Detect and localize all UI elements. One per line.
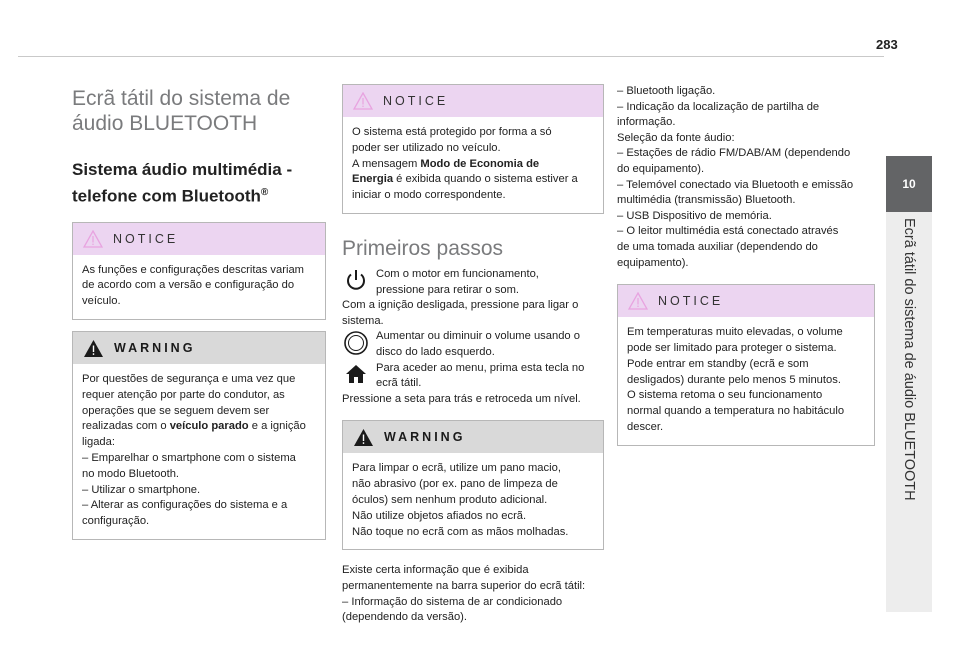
home-row: Para aceder ao menu, prima esta tecla no ecrã tátil. <box>342 361 604 392</box>
warning-label: WARNING <box>384 430 466 445</box>
first-steps-text: Com o motor em funcionamento, pressione para retirar o som. Com a ignição desligada, pressione para ligar o sistema. Aumentar ou diminuir o volume usando o disco do lado esquerdo. Para aceder ao menu, prima esta tecla no ecrã tátil. Pressione a seta para trás e retroceda um nível. <box>342 267 604 407</box>
notice-triangle-icon <box>353 92 373 110</box>
notice-header <box>73 223 325 255</box>
notice-label: NOTICE <box>383 94 449 108</box>
notice-label: NOTICE <box>658 294 724 309</box>
column-3 <box>617 84 875 446</box>
chapter-side-title <box>887 218 931 608</box>
power-row: Com o motor em funcionamento, pressione para retirar o som. <box>342 267 604 298</box>
home-icon <box>344 362 368 386</box>
warning-triangle-icon <box>83 339 104 358</box>
volume-row: Aumentar ou diminuir o volume usando o disco do lado esquerdo. <box>342 329 604 360</box>
notice-box <box>617 284 875 446</box>
notice-triangle-icon <box>628 292 648 310</box>
warning-box <box>72 331 326 540</box>
notice-box <box>342 84 604 214</box>
section-title: Ecrã tátil do sistema de áudio BLUETOOTH <box>72 87 291 135</box>
warning-triangle-icon <box>353 428 374 447</box>
column-1 <box>72 86 326 540</box>
subtitle: Sistema áudio multimédia - telefone com Bluetooth® <box>72 160 293 206</box>
warning-header <box>343 421 603 453</box>
warning-box <box>342 420 604 550</box>
page-number: 283 <box>876 37 898 52</box>
warning-text: Para limpar o ecrã, utilize um pano macio, não abrasivo (por ex. pano de limpeza de óculos) sem nenhum produto adicional. Não utilize objetos afiados no ecrã. Não toque no ecrã com as mãos molhadas. <box>352 462 569 538</box>
top-bar-info-text: Existe certa informação que é exibida permanentemente na barra superior do ecrã tátil: – Informação do sistema de ar condicionado (dependendo da versão). <box>342 564 586 624</box>
warning-label: WARNING <box>114 341 196 356</box>
column-2 <box>342 84 604 626</box>
notice-header <box>618 285 874 317</box>
power-icon <box>344 268 368 292</box>
notice-text: As funções e configurações descritas variam de acordo com a versão e configuração do veículo. <box>82 263 304 308</box>
volume-knob-icon <box>343 330 369 356</box>
warning-header <box>73 332 325 364</box>
top-bar-list: – Bluetooth ligação. – Indicação da localização de partilha de informação. Seleção da fonte áudio: – Estações de rádio FM/DAB/AM (dependendo do equipamento). – Telemóvel conectado via Bluetooth e emissão multimédia (transmissão) Bluetooth. – USB Dispositivo de memória. – O leitor multimédia está conectado através de uma tomada auxiliar (dependendo do equipamento). <box>617 85 854 269</box>
section-title-first-steps: Primeiros passos <box>342 236 504 260</box>
chapter-number: 10 <box>902 177 916 191</box>
chapter-tab <box>886 156 932 212</box>
header-rule <box>18 56 884 57</box>
notice-box <box>72 222 326 320</box>
chapter-title: Ecrã tátil do sistema de áudio BLUETOOTH <box>901 218 917 501</box>
notice-header <box>343 85 603 117</box>
notice-text: Em temperaturas muito elevadas, o volume pode ser limitado para proteger o sistema. Pode entrar em standby (ecrã e som desligados) durante pelo menos 5 minutos. O sistema retoma o seu funcionamento normal quando a temperatura no habitáculo descer. <box>627 326 845 433</box>
warning-text: Por questões de segurança e uma vez que requer atenção por parte do condutor, as operações que se seguem devem ser realizadas com o veículo parado e a ignição ligada: – Emparelhar o smartphone com o sistema no modo Bluetooth. – Utilizar o smartphone. – Alterar as configurações do sistema e a configuração. <box>82 373 306 528</box>
notice-triangle-icon <box>83 230 103 248</box>
notice-text: O sistema está protegido por forma a só poder ser utilizado no veículo. A mensagem Modo de Economia de Energia é exibida quando o sistema estiver a iniciar o modo correspondente. <box>352 126 578 202</box>
notice-label: NOTICE <box>113 231 179 246</box>
